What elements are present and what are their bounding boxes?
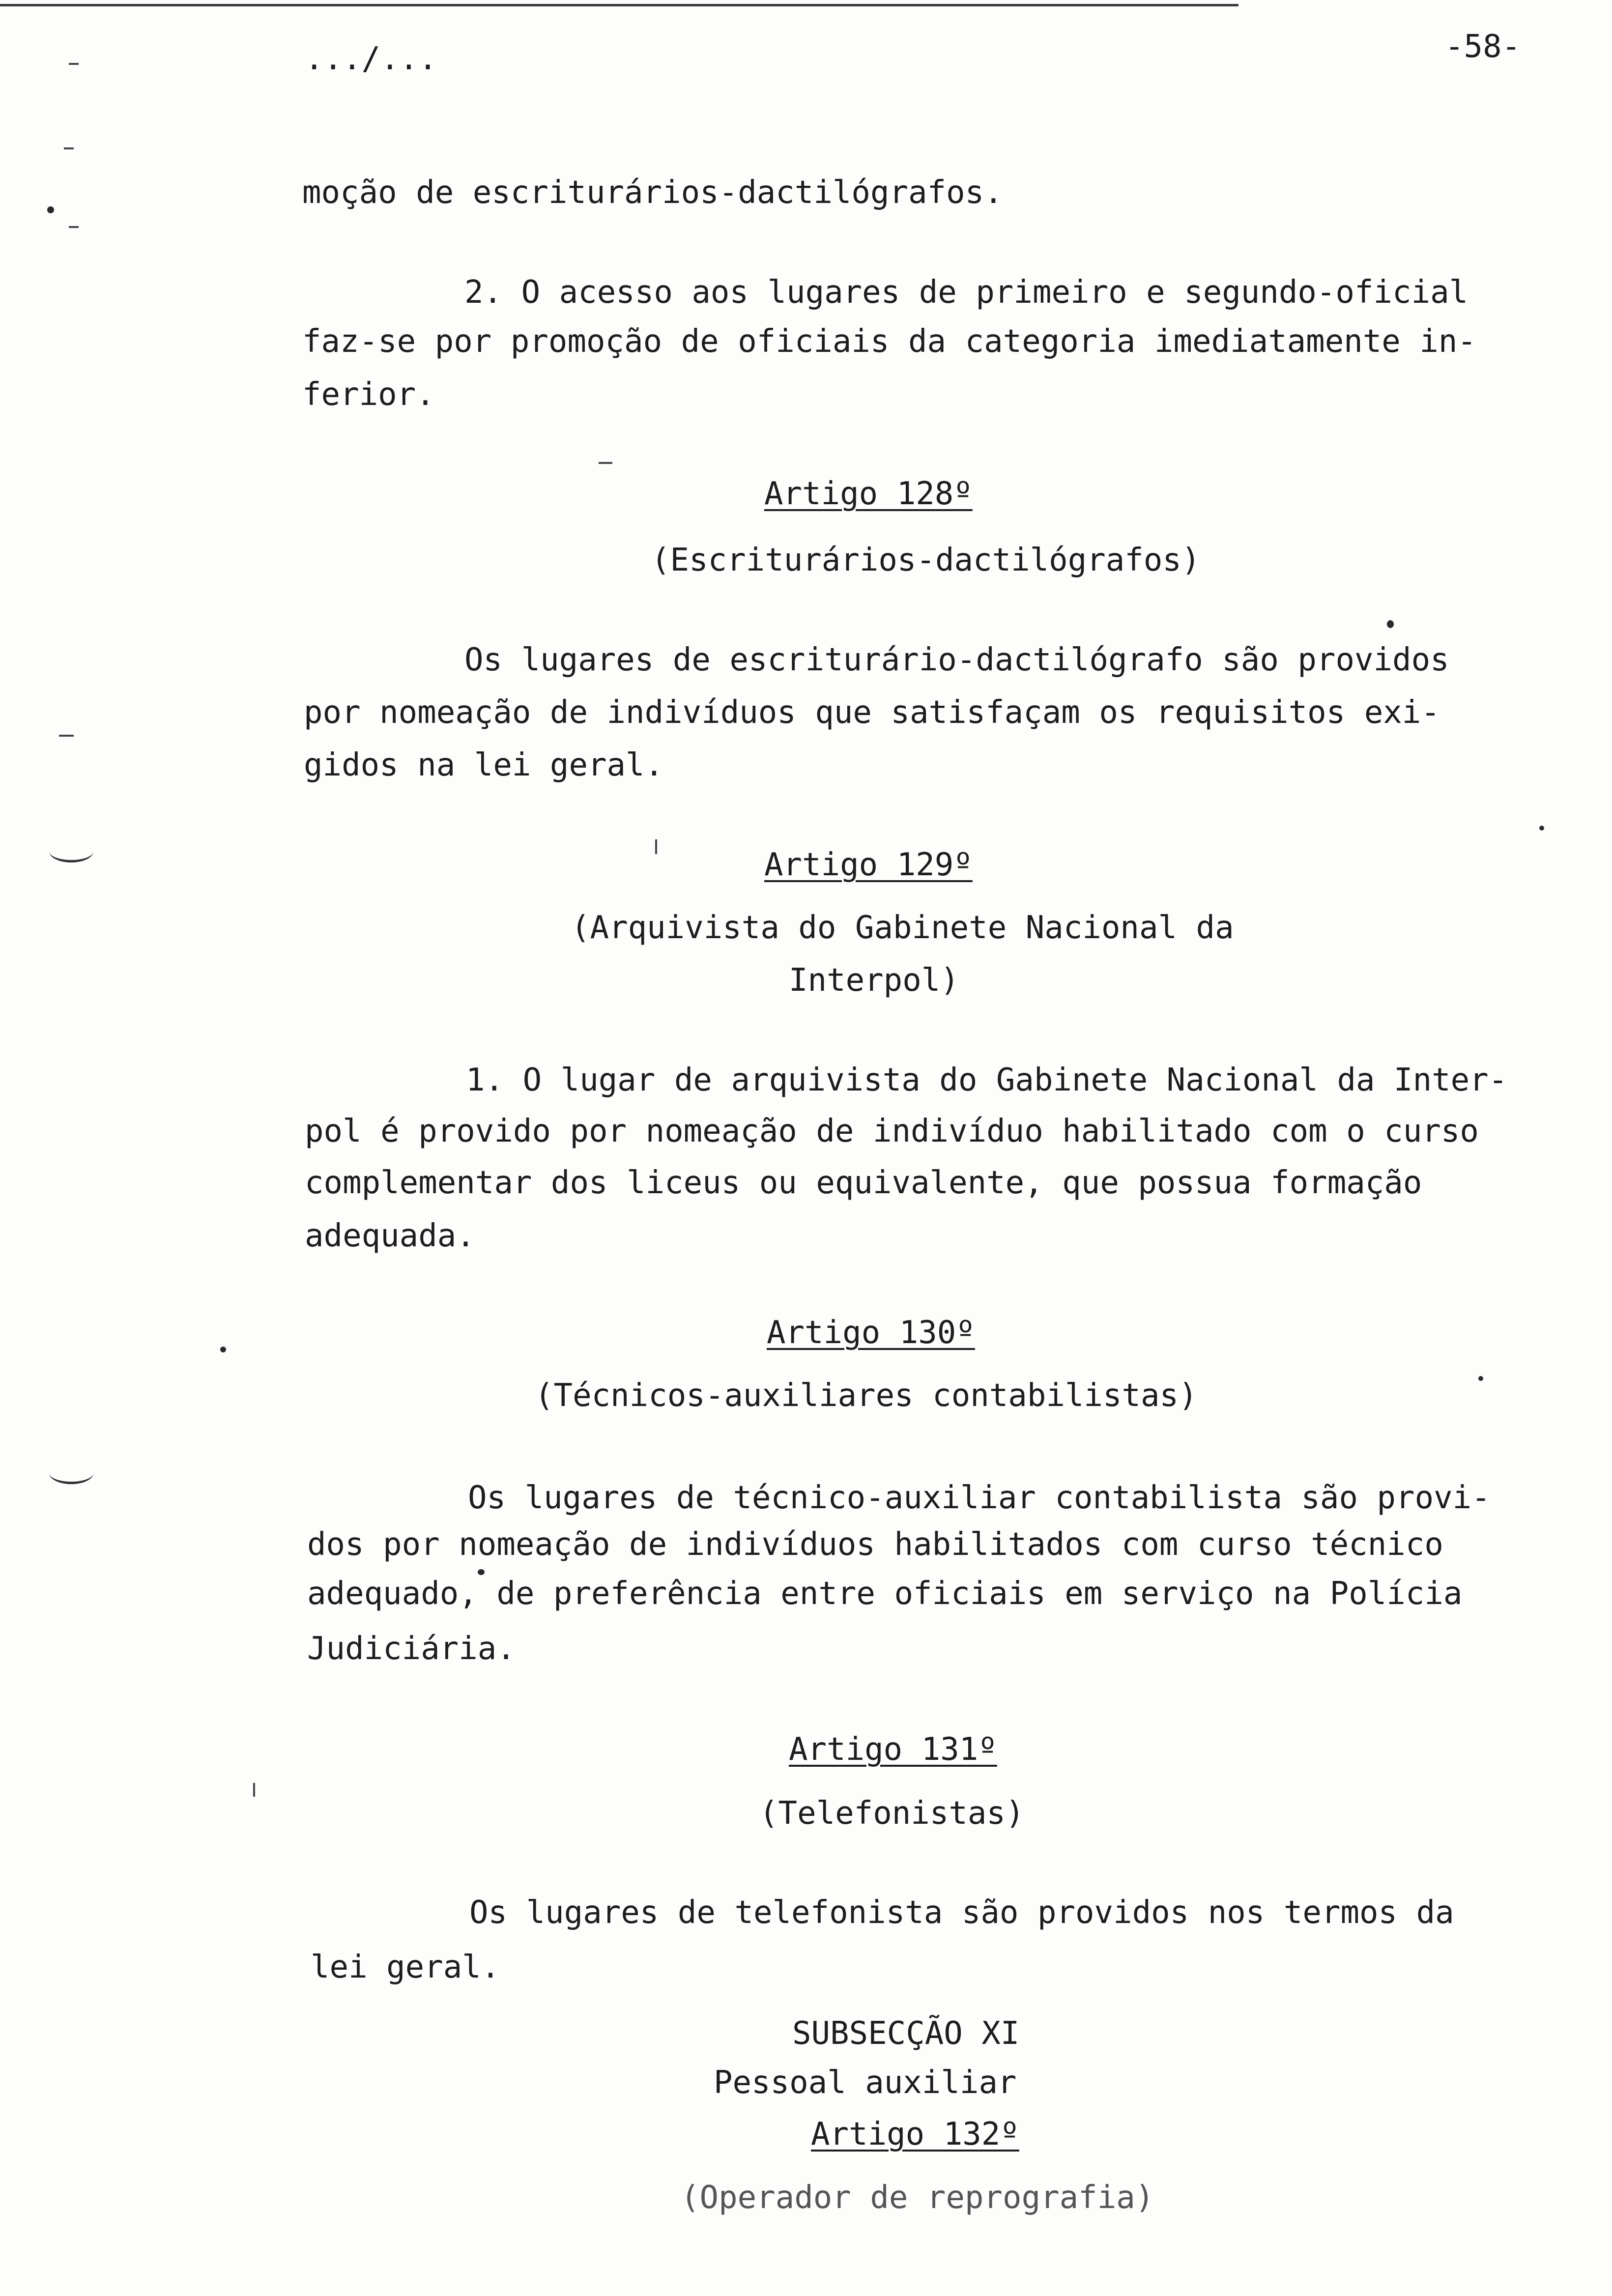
top-edge-rule bbox=[0, 4, 1238, 6]
scan-speck bbox=[478, 1569, 485, 1575]
paragraph-line: Os lugares de escriturário-dactilógrafo são providos bbox=[464, 642, 1449, 678]
scan-speck bbox=[47, 206, 54, 213]
article-subtitle: (Operador de reprografia) bbox=[681, 2180, 1154, 2216]
scan-mark bbox=[69, 226, 79, 228]
scan-speck bbox=[1478, 1376, 1483, 1381]
scan-speck bbox=[1387, 620, 1394, 628]
article-heading: Artigo 130º bbox=[767, 1315, 975, 1351]
paragraph-line: 1. O lugar de arquivista do Gabinete Nacional da Inter- bbox=[466, 1062, 1508, 1098]
article-subtitle: (Técnicos-auxiliares contabilistas) bbox=[535, 1378, 1198, 1414]
subsection-heading: SUBSECÇÃO XI bbox=[792, 2015, 1020, 2052]
page-number: -58- bbox=[1445, 29, 1521, 65]
binder-hole-mark bbox=[49, 840, 93, 862]
paragraph-line: pol é provido por nomeação de indivíduo habilitado com o curso bbox=[305, 1113, 1479, 1149]
paragraph-line: moção de escriturários-dactilógrafos. bbox=[302, 174, 1003, 211]
article-subtitle: (Arquivista do Gabinete Nacional da bbox=[571, 910, 1234, 946]
article-heading: Artigo 132º bbox=[811, 2116, 1019, 2152]
paragraph-line: adequado, de preferência entre oficiais em serviço na Polícia bbox=[307, 1576, 1463, 1612]
paragraph-line: lei geral. bbox=[311, 1949, 500, 1985]
paragraph-line: Os lugares de telefonista são providos nos termos da bbox=[469, 1894, 1454, 1931]
paragraph-line: por nomeação de indivíduos que satisfaçam os requisitos exi- bbox=[304, 694, 1440, 731]
scan-mark bbox=[69, 63, 79, 65]
paragraph-line: Os lugares de técnico-auxiliar contabilista são provi- bbox=[468, 1480, 1491, 1516]
scan-speck bbox=[220, 1347, 226, 1352]
scan-mark bbox=[64, 147, 74, 149]
article-heading: Artigo 128º bbox=[764, 476, 973, 512]
article-heading: Artigo 129º bbox=[764, 847, 973, 883]
paragraph-line: complementar dos liceus ou equivalente, que possua formação bbox=[305, 1165, 1422, 1201]
paragraph-line: ferior. bbox=[302, 376, 435, 413]
scan-mark bbox=[253, 1783, 255, 1797]
paragraph-line: dos por nomeação de indivíduos habilitados com curso técnico bbox=[307, 1526, 1443, 1563]
article-subtitle: Interpol) bbox=[789, 962, 959, 999]
scan-mark bbox=[599, 462, 612, 464]
subsection-subtitle: Pessoal auxiliar bbox=[714, 2065, 1017, 2101]
paragraph-line: adequada. bbox=[305, 1218, 475, 1254]
continuation-mark: .../... bbox=[305, 41, 437, 77]
binder-hole-mark bbox=[49, 1462, 93, 1484]
paragraph-line: gidos na lei geral. bbox=[304, 747, 664, 783]
scan-speck bbox=[1539, 826, 1544, 831]
article-subtitle: (Telefonistas) bbox=[759, 1795, 1025, 1832]
article-heading: Artigo 131º bbox=[789, 1731, 997, 1768]
scan-mark bbox=[655, 839, 657, 854]
scan-mark bbox=[59, 735, 74, 737]
paragraph-line: Judiciária. bbox=[307, 1631, 516, 1667]
paragraph-line: faz-se por promoção de oficiais da categoria imediatamente in- bbox=[302, 323, 1476, 360]
article-subtitle: (Escriturários-dactilógrafos) bbox=[651, 542, 1201, 578]
paragraph-line: 2. O acesso aos lugares de primeiro e segundo-oficial bbox=[464, 274, 1468, 311]
